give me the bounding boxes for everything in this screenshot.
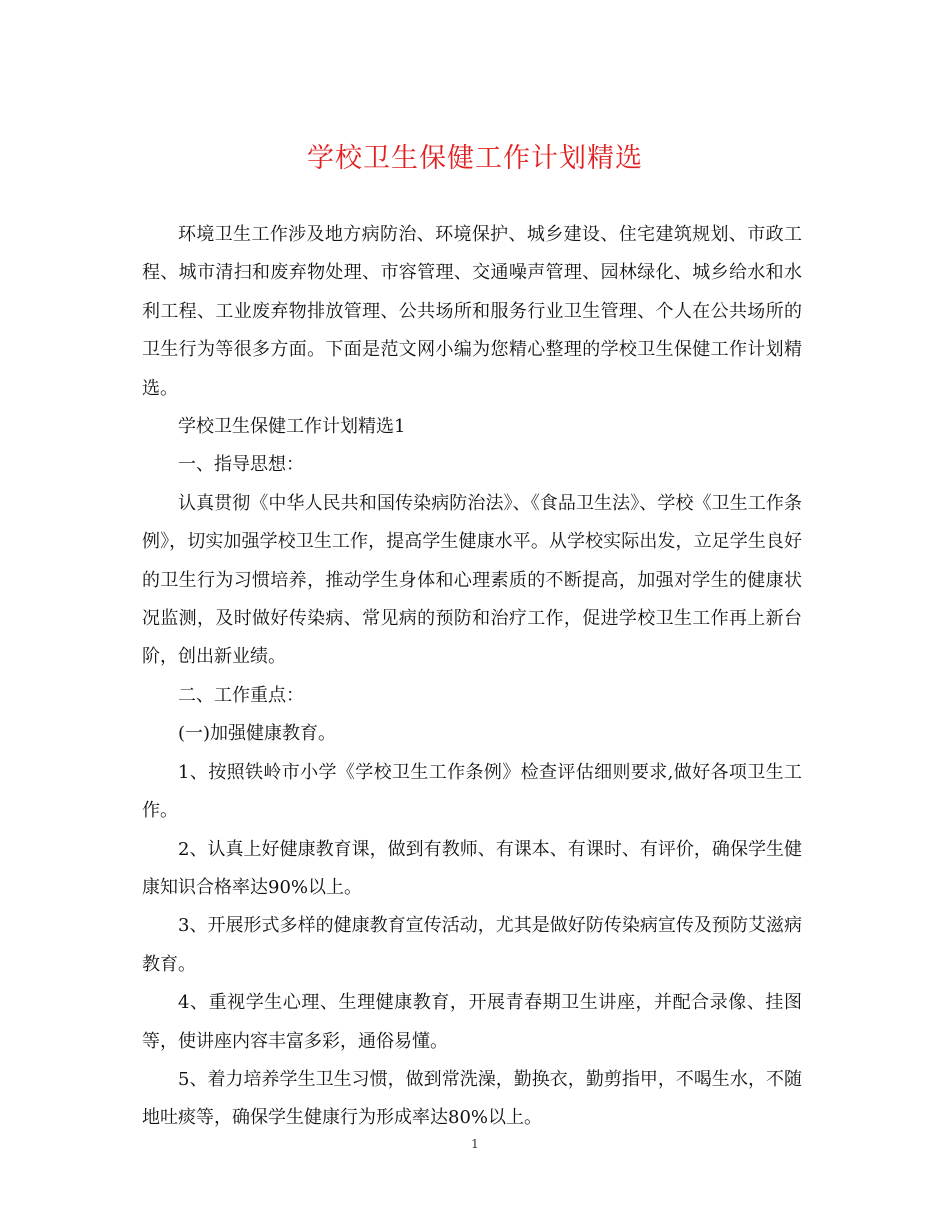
- subheading-health-education: (一)加强健康教育。: [178, 723, 337, 745]
- document-body: [142, 216, 802, 1138]
- intro-paragraph: 环境卫生工作涉及地方病防治、环境保护、城乡建设、住宅建筑规划、市政工程、城市清扫和废弃物处理、市容管理、交通噪声管理、园林绿化、城乡给水和水利工程、工业废弃物排放管理、公共场所和服务行业卫生管理、个人在公共场所的卫生行为等很多方面。下面是范文网小编为您精心整理的学校卫生保健工作计划精选。: [142, 224, 802, 399]
- list-item-3: 3、开展形式多样的健康教育宣传活动，尤其是做好防传染病宣传及预防艾滋病教育。: [142, 915, 802, 975]
- page-title: 学校卫生保健工作计划精选: [307, 143, 643, 174]
- heading-guiding-ideology: 一、指导思想：: [178, 454, 304, 476]
- list-item-1: 1、按照铁岭市小学《学校卫生工作条例》检查评估细则要求,做好各项卫生工作。: [142, 761, 802, 822]
- list-item-5: 5、着力培养学生卫生习惯，做到常洗澡，勤换衣，勤剪指甲，不喝生水，不随地吐痰等，确保学生健康行为形成率达80%以上。: [142, 1068, 802, 1129]
- guiding-ideology-paragraph: 认真贯彻《中华人民共和国传染病防治法》、《食品卫生法》、学校《卫生工作条例》，切实加强学校卫生工作，提高学生健康水平。从学校实际出发，立足学生良好的卫生行为习惯培养，推动学生身体和心理素质的不断提高，加强对学生的健康状况监测，及时做好传染病、常见病的预防和治疗工作，促进学校卫生工作再上新台阶，创出新业绩。: [142, 492, 802, 668]
- heading-work-focus: 二、工作重点：: [178, 684, 304, 706]
- list-item-2: 2、认真上好健康教育课，做到有教师、有课本、有课时、有评价，确保学生健康知识合格率达90%以上。: [142, 838, 802, 898]
- list-item-4: 4、重视学生心理、生理健康教育，开展青春期卫生讲座，并配合录像、挂图等，使讲座内容丰富多彩，通俗易懂。: [142, 992, 802, 1052]
- page-number: 1: [471, 1137, 479, 1151]
- section-heading-plan-1: 学校卫生保健工作计划精选1: [178, 416, 406, 438]
